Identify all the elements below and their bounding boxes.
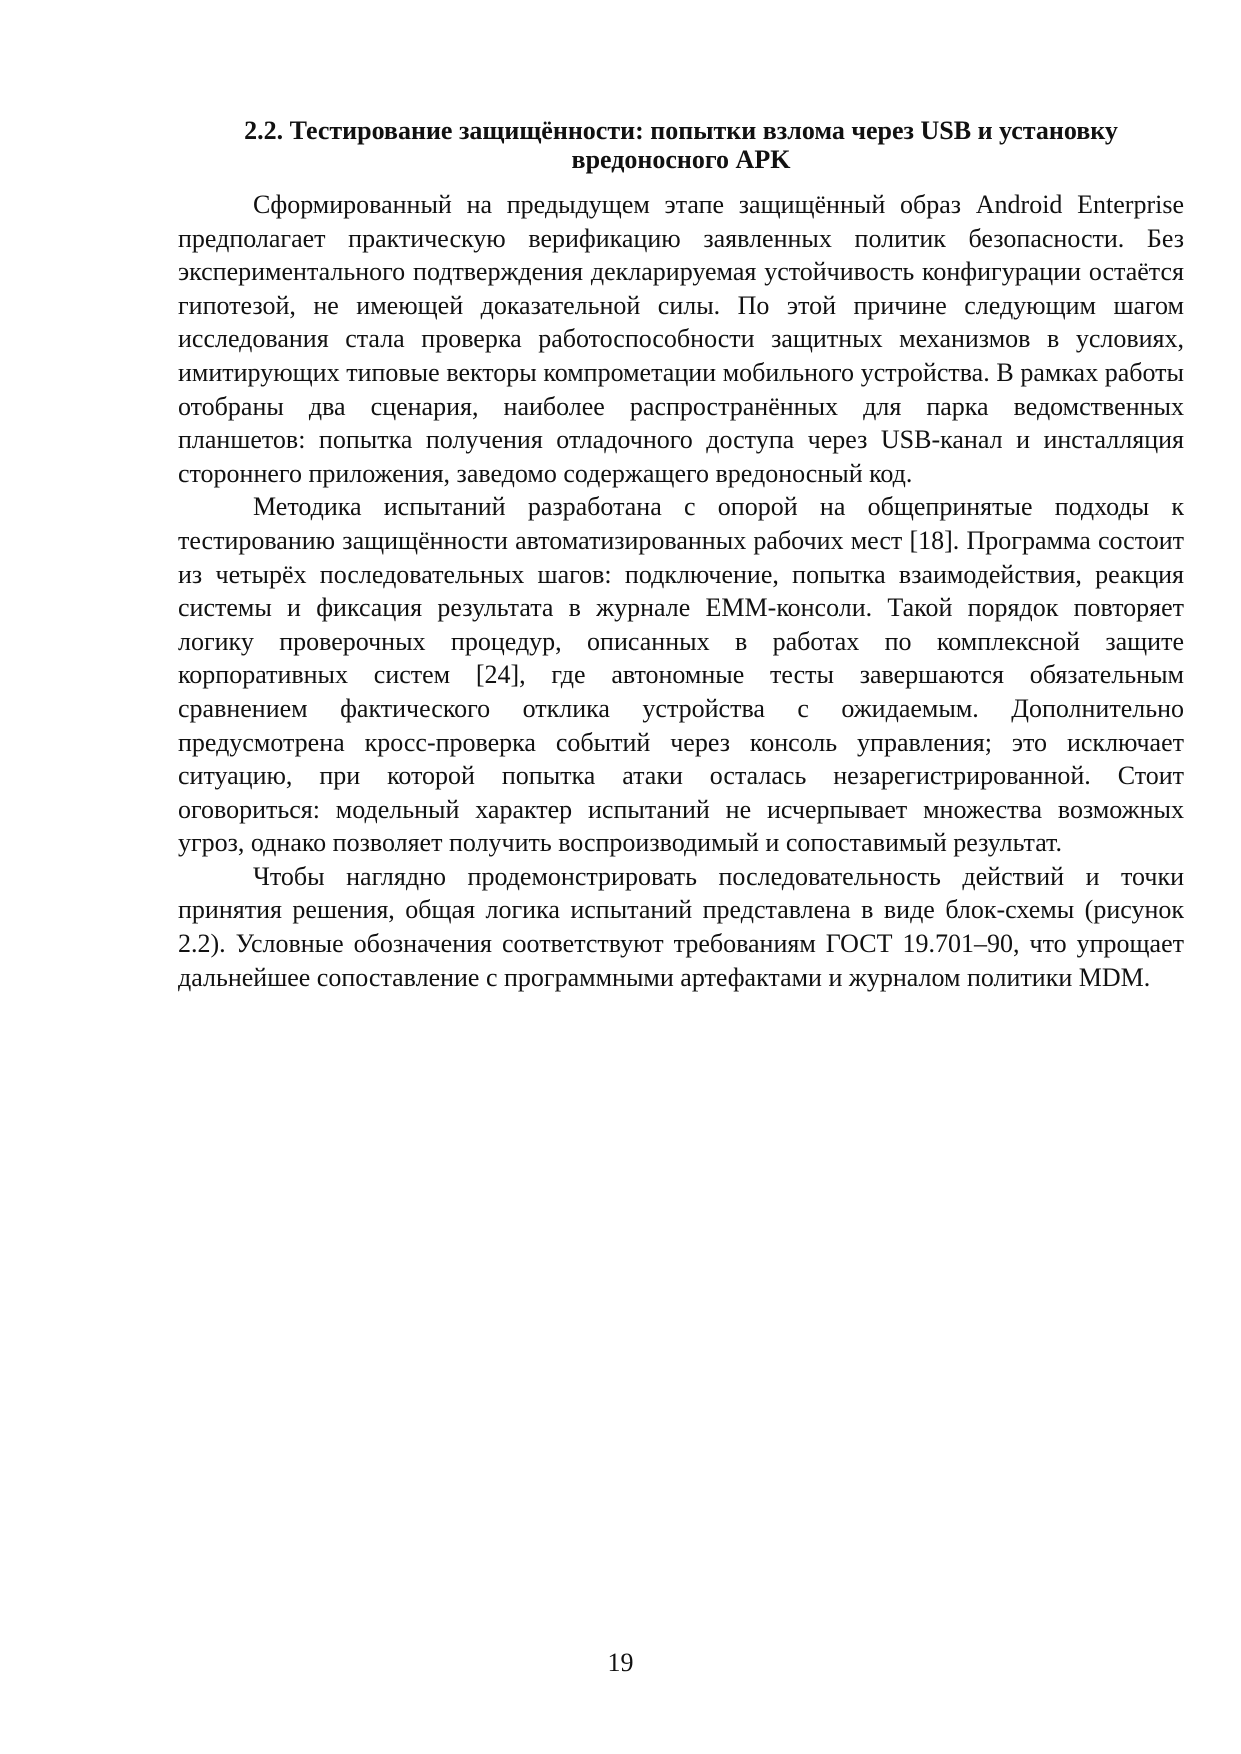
paragraph-2: Методика испытаний разработана с опорой на общепринятые подходы к тестированию защищённости автоматизированных рабочих мест [18]. Программа состоит из четырёх последовательных шагов: подключение, попытка взаимодействия, реакция системы и фиксация результата в журнале EMM-консоли. Такой порядок повторяет логику проверочных процедур, описанных в работах по комплексной защите корпоративных систем [24], где автономные тесты завершаются обязательным сравнением фактического отклика устройства с ожидаемым. Дополнительно предусмотрена кросс-проверка событий через консоль управления; это исключает ситуацию, при которой попытка атаки осталась незарегистрированной. Стоит оговориться: модельный характер испытаний не исчерпывает множества возможных угроз, однако позволяет получить воспроизводимый и сопоставимый результат.: [178, 492, 1184, 858]
section-heading: [178, 116, 1184, 174]
paragraph-1: Сформированный на предыдущем этапе защищённый образ Android Enterprise предполагает практическую верификацию заявленных политик безопасности. Без экспериментального подтверждения декларируемая устойчивость конфигурации остаётся гипотезой, не имеющей доказательной силы. По этой причине следующим шагом исследования стала проверка работоспособности защитных механизмов в условиях, имитирующих типовые векторы компрометации мобильного устройства. В рамках работы отобраны два сценария, наиболее распространённых для парка ведомственных планшетов: попытка получения отладочного доступа через USB-канал и инсталляция стороннего приложения, заведомо содержащего вредоносный код.: [178, 190, 1184, 488]
page-number: 19: [607, 1648, 634, 1677]
section-heading-line-2: вредоносного APK: [571, 145, 791, 174]
page-body: [178, 116, 1184, 994]
paragraph-3: Чтобы наглядно продемонстрировать последовательность действий и точки принятия решения, общая логика испытаний представлена в виде блок-схемы (рисунок 2.2). Условные обозначения соответствуют требованиям ГОСТ 19.701–90, что упрощает дальнейшее сопоставление с программными артефактами и журналом политики MDM.: [178, 861, 1184, 992]
section-heading-line-1: 2.2. Тестирование защищённости: попытки взлома через USB и установку: [244, 116, 1118, 145]
